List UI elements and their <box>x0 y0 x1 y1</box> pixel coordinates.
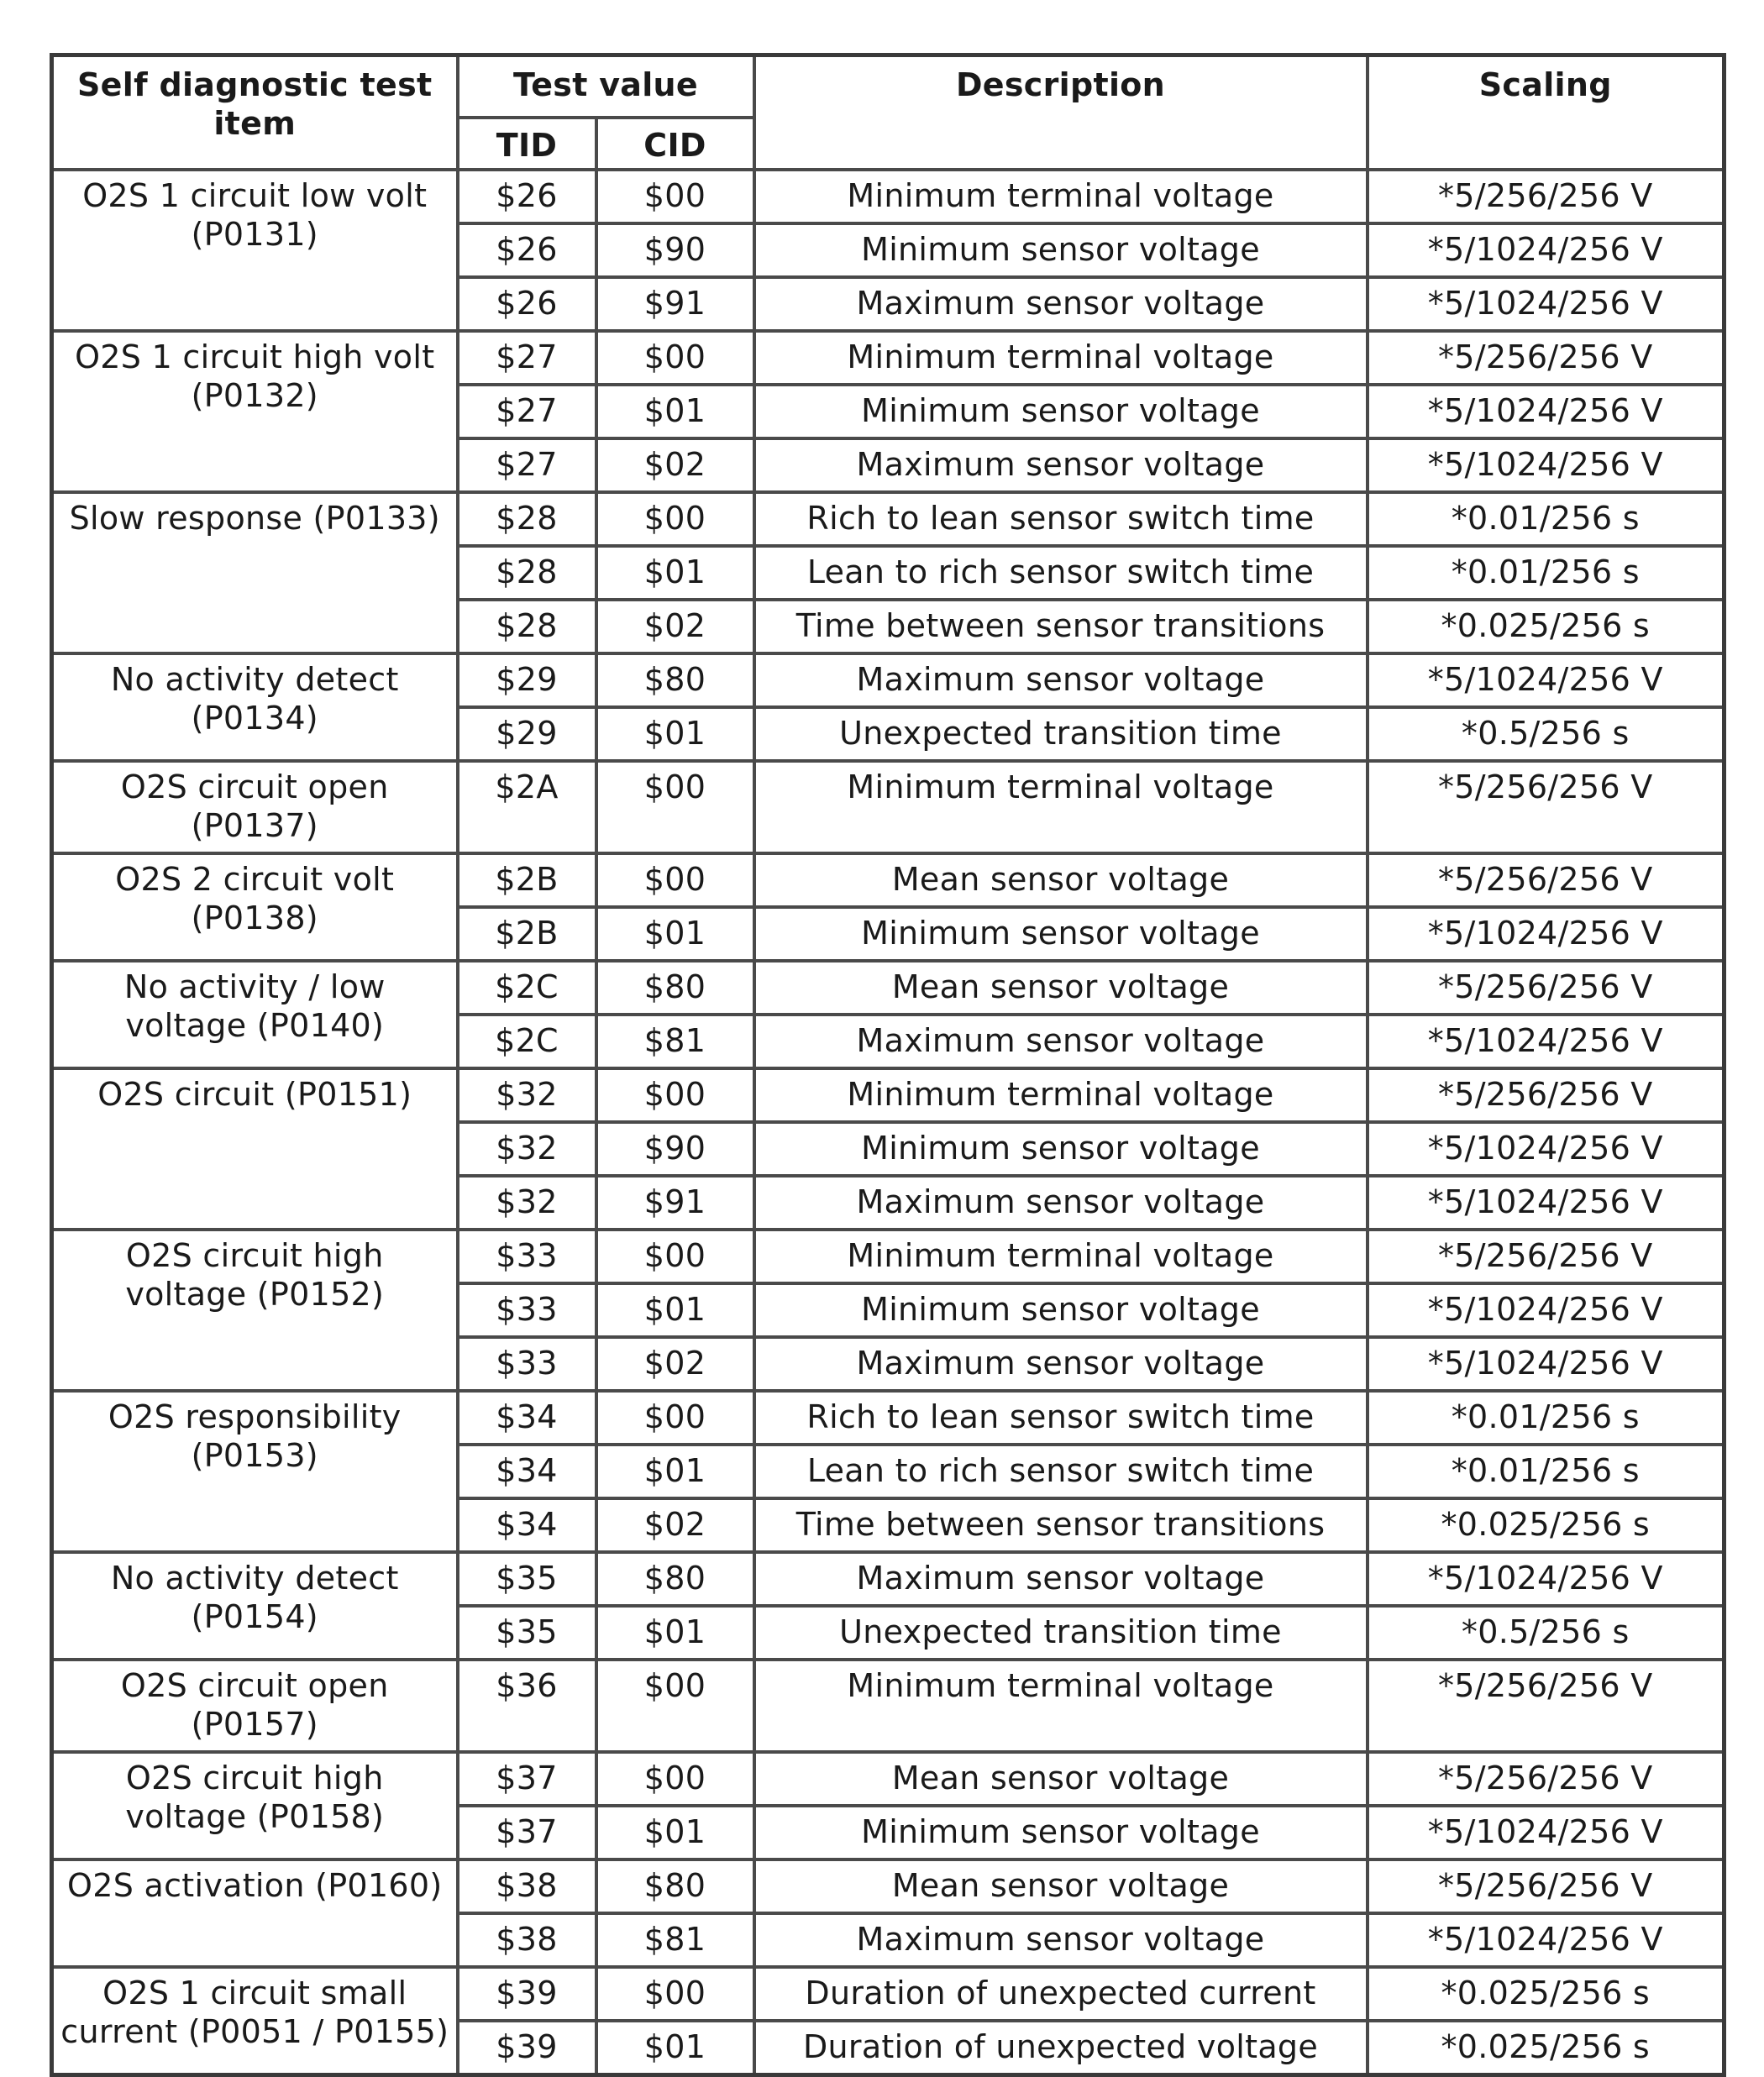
tid-cell: $2B <box>458 907 596 961</box>
header-description: Description <box>754 55 1368 170</box>
cid-cell: $80 <box>596 653 754 707</box>
description-cell: Minimum terminal voltage <box>754 1660 1368 1752</box>
test-item-cell: No activity / low voltage (P0140) <box>52 961 458 1068</box>
cid-cell: $90 <box>596 1122 754 1176</box>
tid-cell: $38 <box>458 1913 596 1967</box>
scaling-cell: *5/256/256 V <box>1368 761 1725 853</box>
scaling-cell: *5/256/256 V <box>1368 1752 1725 1806</box>
description-cell: Minimum terminal voltage <box>754 1230 1368 1283</box>
description-cell: Minimum terminal voltage <box>754 761 1368 853</box>
scaling-cell: *5/1024/256 V <box>1368 385 1725 438</box>
scaling-cell: *5/1024/256 V <box>1368 1122 1725 1176</box>
cid-cell: $90 <box>596 223 754 277</box>
description-cell: Lean to rich sensor switch time <box>754 546 1368 600</box>
tid-cell: $34 <box>458 1391 596 1445</box>
cid-cell: $00 <box>596 1391 754 1445</box>
test-item-cell: O2S circuit open (P0157) <box>52 1660 458 1752</box>
tid-cell: $33 <box>458 1230 596 1283</box>
cid-cell: $02 <box>596 1498 754 1552</box>
scaling-cell: *0.01/256 s <box>1368 1445 1725 1498</box>
scaling-cell: *5/256/256 V <box>1368 1859 1725 1913</box>
tid-cell: $29 <box>458 707 596 761</box>
cid-cell: $01 <box>596 2021 754 2075</box>
scaling-cell: *5/1024/256 V <box>1368 223 1725 277</box>
scaling-cell: *5/1024/256 V <box>1368 907 1725 961</box>
tid-cell: $33 <box>458 1283 596 1337</box>
tid-cell: $26 <box>458 170 596 223</box>
table-row <box>52 853 1725 907</box>
cid-cell: $00 <box>596 761 754 853</box>
description-cell: Maximum sensor voltage <box>754 653 1368 707</box>
tid-cell: $35 <box>458 1552 596 1606</box>
tid-cell: $37 <box>458 1752 596 1806</box>
cid-cell: $00 <box>596 170 754 223</box>
cid-cell: $81 <box>596 1015 754 1068</box>
tid-cell: $35 <box>458 1606 596 1660</box>
cid-cell: $80 <box>596 961 754 1015</box>
table-row <box>52 961 1725 1015</box>
cid-cell: $01 <box>596 1806 754 1859</box>
test-item-cell: O2S circuit high voltage (P0152) <box>52 1230 458 1391</box>
tid-cell: $27 <box>458 438 596 492</box>
tid-cell: $28 <box>458 492 596 546</box>
description-cell: Maximum sensor voltage <box>754 277 1368 331</box>
scaling-cell: *0.01/256 s <box>1368 546 1725 600</box>
scaling-cell: *5/256/256 V <box>1368 331 1725 385</box>
table-body <box>52 170 1725 2075</box>
scaling-cell: *0.5/256 s <box>1368 1606 1725 1660</box>
table-row <box>52 1552 1725 1606</box>
tid-cell: $27 <box>458 385 596 438</box>
tid-cell: $2C <box>458 1015 596 1068</box>
scaling-cell: *5/1024/256 V <box>1368 1552 1725 1606</box>
description-cell: Mean sensor voltage <box>754 1859 1368 1913</box>
tid-cell: $39 <box>458 1967 596 2021</box>
cid-cell: $00 <box>596 1230 754 1283</box>
description-cell: Maximum sensor voltage <box>754 438 1368 492</box>
scaling-cell: *5/256/256 V <box>1368 853 1725 907</box>
scaling-cell: *5/256/256 V <box>1368 1068 1725 1122</box>
cid-cell: $01 <box>596 385 754 438</box>
tid-cell: $34 <box>458 1445 596 1498</box>
cid-cell: $01 <box>596 707 754 761</box>
scaling-cell: *5/256/256 V <box>1368 170 1725 223</box>
header-cid: CID <box>596 118 754 170</box>
table-row <box>52 1660 1725 1752</box>
description-cell: Mean sensor voltage <box>754 1752 1368 1806</box>
cid-cell: $00 <box>596 331 754 385</box>
diagnostic-test-table <box>50 53 1726 2077</box>
header-row-1 <box>52 55 1725 118</box>
description-cell: Maximum sensor voltage <box>754 1176 1368 1230</box>
description-cell: Minimum sensor voltage <box>754 223 1368 277</box>
description-cell: Maximum sensor voltage <box>754 1337 1368 1391</box>
table-row <box>52 761 1725 853</box>
description-cell: Time between sensor transitions <box>754 1498 1368 1552</box>
tid-cell: $2B <box>458 853 596 907</box>
description-cell: Maximum sensor voltage <box>754 1552 1368 1606</box>
table-row <box>52 1752 1725 1806</box>
cid-cell: $00 <box>596 1068 754 1122</box>
description-cell: Minimum sensor voltage <box>754 385 1368 438</box>
tid-cell: $37 <box>458 1806 596 1859</box>
description-cell: Minimum sensor voltage <box>754 907 1368 961</box>
description-cell: Minimum terminal voltage <box>754 1068 1368 1122</box>
test-item-cell: O2S responsibility (P0153) <box>52 1391 458 1552</box>
cid-cell: $91 <box>596 277 754 331</box>
scaling-cell: *5/1024/256 V <box>1368 438 1725 492</box>
scaling-cell: *0.01/256 s <box>1368 492 1725 546</box>
cid-cell: $02 <box>596 1337 754 1391</box>
test-item-cell: O2S 1 circuit high volt (P0132) <box>52 331 458 492</box>
test-item-cell: Slow response (P0133) <box>52 492 458 653</box>
cid-cell: $02 <box>596 600 754 653</box>
cid-cell: $91 <box>596 1176 754 1230</box>
scaling-cell: *0.025/256 s <box>1368 600 1725 653</box>
test-item-cell: No activity detect (P0134) <box>52 653 458 761</box>
cid-cell: $80 <box>596 1859 754 1913</box>
description-cell: Mean sensor voltage <box>754 961 1368 1015</box>
scaling-cell: *5/256/256 V <box>1368 1660 1725 1752</box>
cid-cell: $81 <box>596 1913 754 1967</box>
description-cell: Lean to rich sensor switch time <box>754 1445 1368 1498</box>
scaling-cell: *5/1024/256 V <box>1368 1913 1725 1967</box>
header-tid: TID <box>458 118 596 170</box>
cid-cell: $00 <box>596 1752 754 1806</box>
tid-cell: $33 <box>458 1337 596 1391</box>
description-cell: Maximum sensor voltage <box>754 1015 1368 1068</box>
table-row <box>52 1859 1725 1913</box>
test-item-cell: O2S 1 circuit low volt (P0131) <box>52 170 458 331</box>
description-cell: Minimum terminal voltage <box>754 331 1368 385</box>
cid-cell: $00 <box>596 1660 754 1752</box>
table-row <box>52 1230 1725 1283</box>
header-test-value: Test value <box>458 55 754 118</box>
cid-cell: $00 <box>596 853 754 907</box>
header-scaling: Scaling <box>1368 55 1725 170</box>
table-row <box>52 331 1725 385</box>
tid-cell: $39 <box>458 2021 596 2075</box>
table-row <box>52 170 1725 223</box>
tid-cell: $32 <box>458 1068 596 1122</box>
cid-cell: $00 <box>596 1967 754 2021</box>
table-header <box>52 55 1725 170</box>
test-item-cell: O2S circuit (P0151) <box>52 1068 458 1230</box>
scaling-cell: *5/1024/256 V <box>1368 653 1725 707</box>
description-cell: Minimum sensor voltage <box>754 1806 1368 1859</box>
description-cell: Minimum sensor voltage <box>754 1122 1368 1176</box>
scaling-cell: *5/1024/256 V <box>1368 277 1725 331</box>
scaling-cell: *0.025/256 s <box>1368 1967 1725 2021</box>
test-item-cell: O2S activation (P0160) <box>52 1859 458 1967</box>
description-cell: Time between sensor transitions <box>754 600 1368 653</box>
scaling-cell: *0.025/256 s <box>1368 1498 1725 1552</box>
tid-cell: $34 <box>458 1498 596 1552</box>
cid-cell: $00 <box>596 492 754 546</box>
description-cell: Mean sensor voltage <box>754 853 1368 907</box>
cid-cell: $01 <box>596 1445 754 1498</box>
description-cell: Unexpected transition time <box>754 1606 1368 1660</box>
cid-cell: $02 <box>596 438 754 492</box>
tid-cell: $27 <box>458 331 596 385</box>
scaling-cell: *5/1024/256 V <box>1368 1015 1725 1068</box>
tid-cell: $29 <box>458 653 596 707</box>
description-cell: Duration of unexpected voltage <box>754 2021 1368 2075</box>
table-row <box>52 653 1725 707</box>
description-cell: Minimum terminal voltage <box>754 170 1368 223</box>
description-cell: Maximum sensor voltage <box>754 1913 1368 1967</box>
tid-cell: $28 <box>458 546 596 600</box>
cid-cell: $01 <box>596 1283 754 1337</box>
description-cell: Minimum sensor voltage <box>754 1283 1368 1337</box>
tid-cell: $2C <box>458 961 596 1015</box>
tid-cell: $26 <box>458 277 596 331</box>
test-item-cell: O2S circuit high voltage (P0158) <box>52 1752 458 1859</box>
table-row <box>52 1967 1725 2021</box>
test-item-cell: O2S 2 circuit volt (P0138) <box>52 853 458 961</box>
scaling-cell: *0.5/256 s <box>1368 707 1725 761</box>
tid-cell: $36 <box>458 1660 596 1752</box>
test-item-cell: O2S circuit open (P0137) <box>52 761 458 853</box>
description-cell: Unexpected transition time <box>754 707 1368 761</box>
cid-cell: $01 <box>596 907 754 961</box>
scaling-cell: *5/1024/256 V <box>1368 1337 1725 1391</box>
header-item: Self diagnostic test item <box>52 55 458 170</box>
tid-cell: $38 <box>458 1859 596 1913</box>
table-row <box>52 1068 1725 1122</box>
tid-cell: $26 <box>458 223 596 277</box>
description-cell: Duration of unexpected current <box>754 1967 1368 2021</box>
scaling-cell: *5/256/256 V <box>1368 1230 1725 1283</box>
description-cell: Rich to lean sensor switch time <box>754 492 1368 546</box>
scaling-cell: *5/1024/256 V <box>1368 1176 1725 1230</box>
scaling-cell: *0.01/256 s <box>1368 1391 1725 1445</box>
scaling-cell: *5/256/256 V <box>1368 961 1725 1015</box>
tid-cell: $32 <box>458 1122 596 1176</box>
scaling-cell: *5/1024/256 V <box>1368 1283 1725 1337</box>
tid-cell: $32 <box>458 1176 596 1230</box>
cid-cell: $01 <box>596 546 754 600</box>
description-cell: Rich to lean sensor switch time <box>754 1391 1368 1445</box>
tid-cell: $28 <box>458 600 596 653</box>
cid-cell: $01 <box>596 1606 754 1660</box>
scaling-cell: *5/1024/256 V <box>1368 1806 1725 1859</box>
scaling-cell: *0.025/256 s <box>1368 2021 1725 2075</box>
test-item-cell: No activity detect (P0154) <box>52 1552 458 1660</box>
tid-cell: $2A <box>458 761 596 853</box>
table-row <box>52 492 1725 546</box>
test-item-cell: O2S 1 circuit small current (P0051 / P0155) <box>52 1967 458 2075</box>
table-row <box>52 1391 1725 1445</box>
cid-cell: $80 <box>596 1552 754 1606</box>
